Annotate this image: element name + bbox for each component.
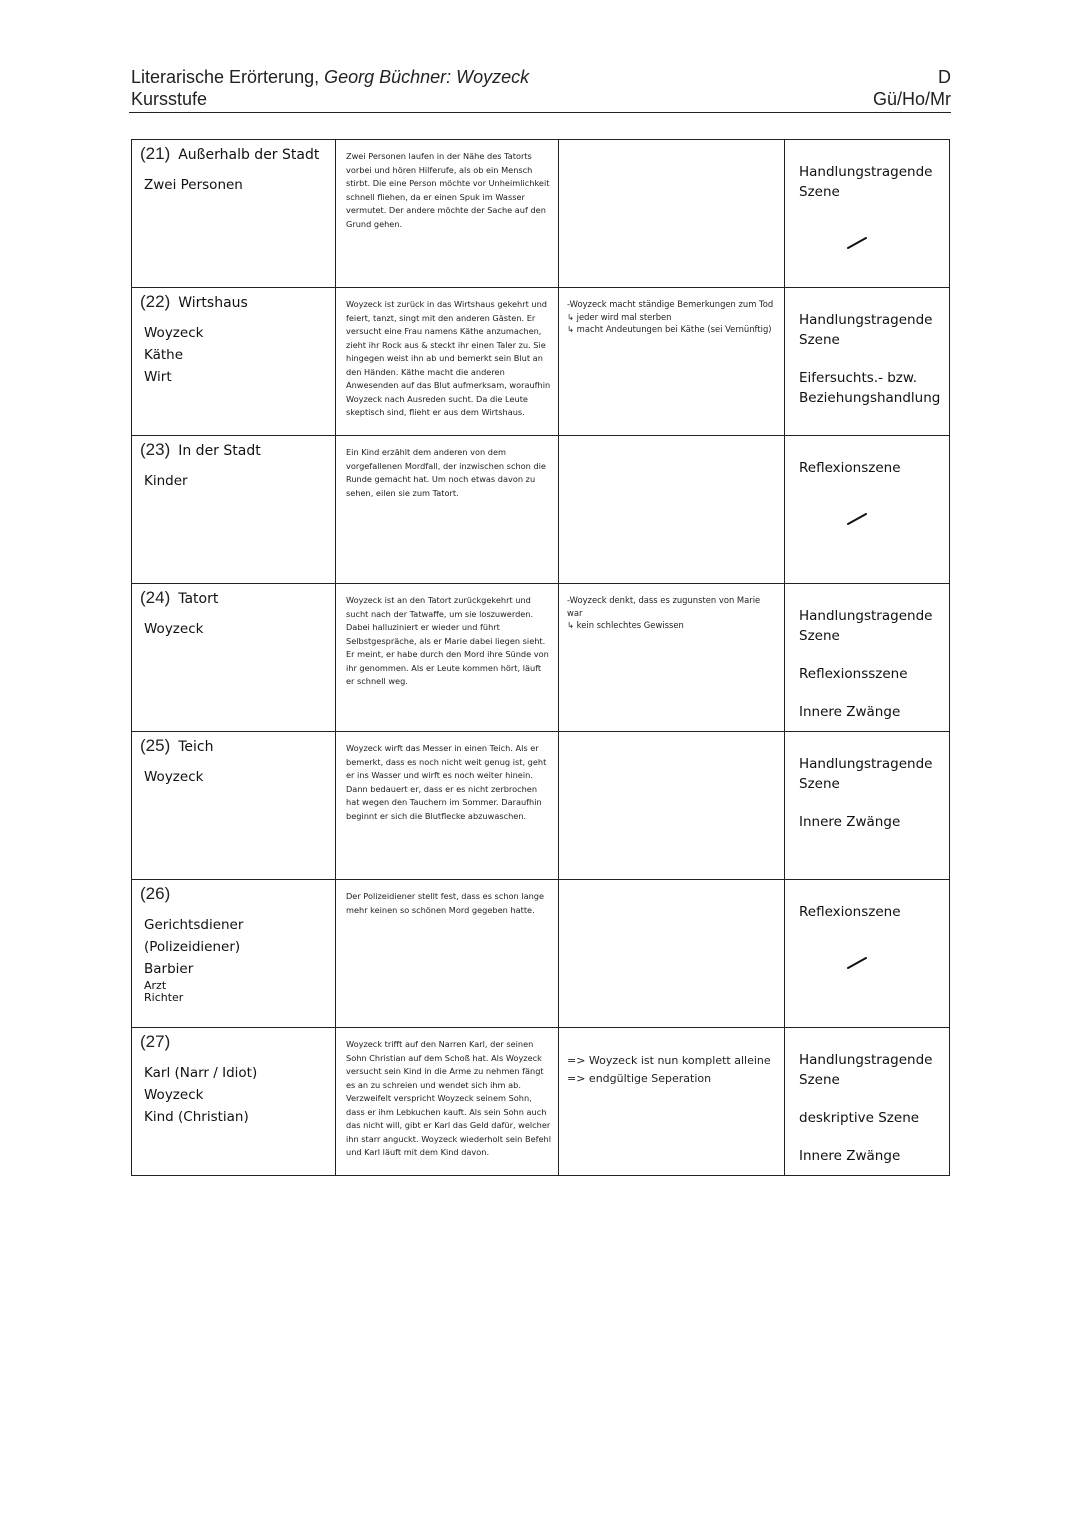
summary-cell — [336, 732, 559, 880]
scene-info-cell — [132, 584, 336, 732]
scene-number: (27) — [140, 1032, 171, 1051]
notes-list — [559, 436, 784, 446]
title-plain: Literarische Erörterung, — [131, 67, 325, 87]
scene-heading — [132, 584, 335, 608]
scene-summary: Woyzeck ist an den Tatort zurückgekehrt und sucht nach der Tatwaffe, um sie loszuwerden. Dabei halluziniert er wieder und führt Selbstgespräche, als er Marie dabei liegen sieht. Er meint, er habe durch den Mord ihre Sünde von ihr genommen. Als er Leute kommen hört, läuft er schnell weg. — [346, 595, 549, 686]
character-name: Kinder — [144, 473, 188, 489]
notes-list — [559, 584, 784, 632]
scene-summary: Woyzeck trifft auf den Narren Karl, der seinen Sohn Christian auf dem Schoß hat. Als Woyzeck versucht sein Kind in die Arme zu nehmen fängt es an zu schreien und wendet sich ihm ab. Verzweifelt verspricht Woyzeck seinem Sohn, dass er ihm Lebkuchen kauft. Als sein Sohn auch das nicht will, gibt er Karl das Geld dafür, welcher ihn starr anguckt. Woyzeck wiederholt sein Befehl und Karl läuft mit dem Kind davon. — [346, 1039, 551, 1157]
notes-list — [559, 1028, 784, 1088]
function-list — [785, 140, 949, 202]
scene-summary: Zwei Personen laufen in der Nähe des Tatorts vorbei und hören Hilferufe, als ob ein Mensch stirbt. Die eine Person möchte vor Unheimlichkeit schnell fliehen, da er einen Spuk im Wasser vermutet. Der andere möchte der Sache auf den Grund gehen. — [346, 151, 550, 229]
character-name: Woyzeck — [144, 325, 204, 341]
scene-heading — [132, 1028, 335, 1052]
scene-summary: Ein Kind erzählt dem anderen von dem vorgefallenen Mordfall, der inzwischen schon die Runde gemacht hat. Um noch etwas davon zu sehen, eilen sie zum Tatort. — [346, 447, 546, 498]
scene-info-cell — [132, 732, 336, 880]
checkmark-icon — [847, 236, 867, 250]
scene-number: (24) — [140, 588, 171, 607]
character-name: Karl (Narr / Idiot) — [144, 1065, 258, 1081]
scene-place: Tatort — [178, 591, 219, 607]
scene-place: Außerhalb der Stadt — [178, 147, 320, 163]
summary-cell — [336, 880, 559, 1028]
summary-cell — [336, 436, 559, 584]
function-cell — [785, 288, 950, 436]
character-name: Kind (Christian) — [144, 1109, 249, 1125]
scene-summary: Woyzeck ist zurück in das Wirtshaus gekehrt und feiert, tanzt, singt mit den anderen Gästen. Er versucht eine Frau namens Käthe anzumachen, zieht ihr Rock aus & steckt ihr einen Taler zu. Sie hingegen weist ihn ab und bemerkt sein Blut an den Händen. Käthe macht die anderen Anwesenden auf das Blut aufmerksam, woraufhin Woyzeck nach Ausreden sucht. Da die Leute skeptisch sind, flieht er aus dem Wirtshaus. — [346, 299, 551, 417]
notes-list — [559, 288, 784, 336]
function-list — [785, 288, 949, 408]
note-line: -Woyzeck macht ständige Bemerkungen zum Tod — [567, 299, 774, 309]
notes-cell — [559, 140, 785, 288]
scene-heading — [132, 732, 335, 756]
scene-table — [131, 139, 950, 1176]
scene-heading — [132, 880, 335, 904]
scene-info-cell — [132, 436, 336, 584]
scene-place: In der Stadt — [178, 443, 261, 459]
header-rule — [129, 112, 951, 113]
character-list — [132, 164, 335, 196]
table-row — [132, 1028, 950, 1176]
subject-code: D — [938, 67, 951, 87]
document-title — [131, 66, 529, 88]
function-list — [785, 584, 949, 722]
scene-function: Reflexionszene — [799, 904, 901, 920]
notes-cell — [559, 584, 785, 732]
character-name: Zwei Personen — [144, 177, 243, 193]
scene-number: (22) — [140, 292, 171, 311]
character-name: Barbier — [144, 961, 194, 977]
scene-place: Wirtshaus — [178, 295, 248, 311]
table-row — [132, 288, 950, 436]
table-row — [132, 436, 950, 584]
summary-cell — [336, 1028, 559, 1176]
title-italic: Georg Büchner: Woyzeck — [324, 67, 530, 87]
document-subtitle: Kursstufe — [131, 89, 208, 109]
teacher-codes: Gü/Ho/Mr — [872, 89, 951, 109]
notes-list — [559, 732, 784, 742]
note-line: => endgültige Seperation — [567, 1072, 712, 1085]
function-list — [785, 436, 949, 478]
function-cell — [785, 732, 950, 880]
function-cell — [785, 1028, 950, 1176]
function-cell — [785, 140, 950, 288]
character-name: Wirt — [144, 369, 172, 385]
scene-function: Reflexionszene — [799, 460, 901, 476]
scene-function: Handlungstragende Szene — [799, 164, 933, 200]
character-list — [132, 312, 335, 388]
function-list — [785, 732, 949, 832]
note-line: ↳ kein schlechtes Gewissen — [567, 620, 684, 630]
scene-number: (26) — [140, 884, 171, 903]
scene-number: (23) — [140, 440, 171, 459]
function-list — [785, 1028, 949, 1166]
character-name: Arzt — [144, 979, 167, 992]
scene-summary: Der Polizeidiener stellt fest, dass es schon lange mehr keinen so schönen Mord gegeben hatte. — [346, 891, 545, 915]
scene-number: (21) — [140, 144, 171, 163]
scene-function: Innere Zwänge — [799, 1148, 901, 1164]
scene-heading — [132, 140, 335, 164]
summary-cell — [336, 584, 559, 732]
scene-function: Handlungstragende Szene — [799, 756, 933, 792]
note-line: ↳ macht Andeutungen bei Käthe (sei Vernünftig) — [567, 324, 772, 334]
table-row — [132, 880, 950, 1028]
function-list — [785, 880, 949, 922]
table-row — [132, 584, 950, 732]
notes-cell — [559, 1028, 785, 1176]
summary-cell — [336, 288, 559, 436]
character-list — [132, 756, 335, 788]
character-name: Woyzeck — [144, 769, 204, 785]
table-row — [132, 732, 950, 880]
scene-place: Teich — [178, 739, 214, 755]
character-name: Richter — [144, 991, 184, 1004]
scene-info-cell — [132, 288, 336, 436]
notes-cell — [559, 880, 785, 1028]
checkmark-icon — [847, 956, 867, 970]
scene-table-body — [132, 140, 950, 1176]
scene-function: Innere Zwänge — [799, 704, 901, 720]
table-row — [132, 140, 950, 288]
scene-function: Handlungstragende Szene — [799, 1052, 933, 1088]
function-cell — [785, 584, 950, 732]
scene-function: Eifersuchts.- bzw. Beziehungshandlung — [799, 370, 941, 406]
scene-function: Handlungstragende Szene — [799, 608, 933, 644]
note-line: -Woyzeck denkt, dass es zugunsten von Marie war — [567, 595, 761, 618]
notes-list — [559, 880, 784, 890]
notes-cell — [559, 436, 785, 584]
scene-heading — [132, 436, 335, 460]
scene-info-cell — [132, 1028, 336, 1176]
function-cell — [785, 436, 950, 584]
summary-cell — [336, 140, 559, 288]
scene-info-cell — [132, 880, 336, 1028]
scene-summary: Woyzeck wirft das Messer in einen Teich. Als er bemerkt, dass es noch nicht weit genug ist, geht er ins Wasser und wirft es noch weiter hinein. Dann bedauert er, dass er es nicht zerbrochen hat wegen den Tauchern im Sommer. Daraufhin beginnt er sich die Blutflecke abzuwaschen. — [346, 743, 547, 821]
scene-function: Innere Zwänge — [799, 814, 901, 830]
notes-cell — [559, 732, 785, 880]
notes-cell — [559, 288, 785, 436]
checkmark-icon — [847, 512, 867, 526]
page-header — [131, 66, 951, 112]
character-list — [132, 904, 335, 1004]
scene-function: deskriptive Szene — [799, 1110, 920, 1126]
note-line: => Woyzeck ist nun komplett alleine — [567, 1054, 771, 1067]
character-name: Woyzeck — [144, 621, 204, 637]
scene-function: Handlungstragende Szene — [799, 312, 933, 348]
notes-list — [559, 140, 784, 150]
character-name: Käthe — [144, 347, 184, 363]
scene-info-cell — [132, 140, 336, 288]
scene-number: (25) — [140, 736, 171, 755]
character-list — [132, 1052, 335, 1128]
scene-heading — [132, 288, 335, 312]
character-list — [132, 460, 335, 492]
character-name: Woyzeck — [144, 1087, 204, 1103]
character-list — [132, 608, 335, 640]
note-line: ↳ jeder wird mal sterben — [567, 311, 672, 322]
scene-function: Reflexionsszene — [799, 666, 908, 682]
function-cell — [785, 880, 950, 1028]
character-name: Gerichtsdiener (Polizeidiener) — [144, 917, 244, 955]
